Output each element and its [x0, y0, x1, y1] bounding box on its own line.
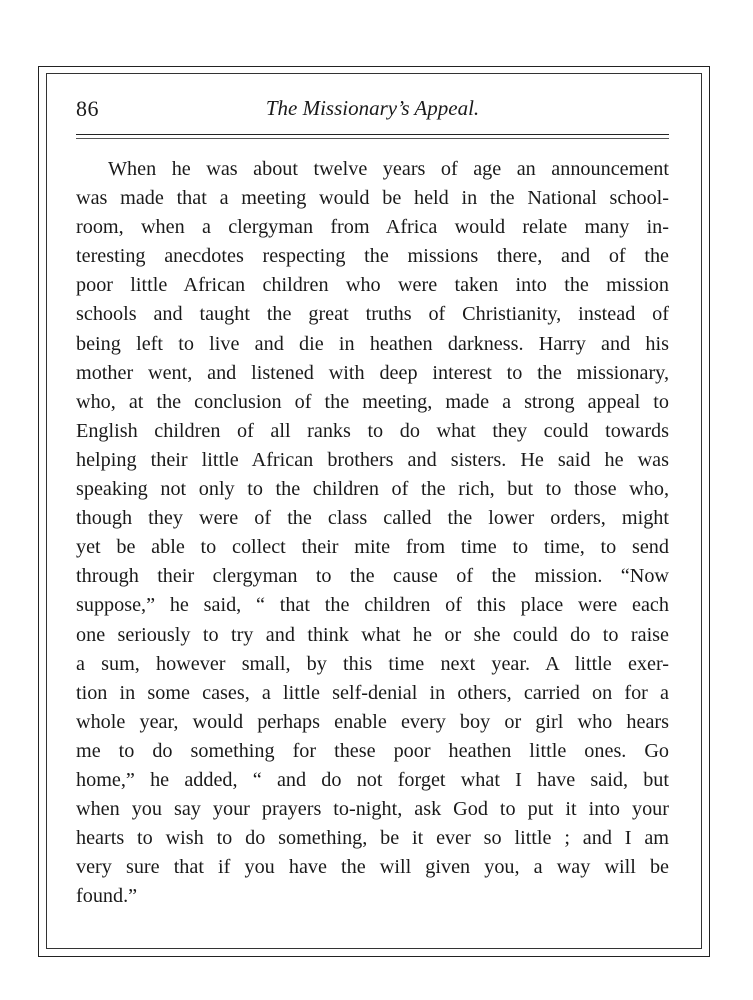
text-line: though they were of the class called the lower orders, might: [76, 507, 669, 530]
running-title: The Missionary’s Appeal.: [265, 96, 480, 120]
text-line: home,” he added, “ and do not forget what I have said, but: [76, 768, 669, 791]
text-line: schools and taught the great truths of Christianity, instead of: [76, 303, 669, 326]
text-line: me to do something for these poor heathen little ones. Go: [76, 739, 669, 762]
text-line: helping their little African brothers and sisters. He said he was: [76, 448, 669, 471]
text-line: English children of all ranks to do what they could towards: [76, 419, 669, 442]
text-line: speaking not only to the children of the rich, but to those who,: [76, 478, 669, 501]
text-line: through their clergyman to the cause of the mission. “Now: [76, 565, 669, 588]
text-line: poor little African children who were taken into the mission: [76, 274, 669, 297]
text-line: who, at the conclusion of the meeting, made a strong appeal to: [76, 390, 669, 413]
text-line: a sum, however small, by this time next year. A little exer-: [76, 652, 669, 675]
text-line: When he was about twelve years of age an announcement: [108, 158, 669, 180]
body-paragraph: [76, 155, 669, 911]
text-line: when you say your prayers to-night, ask God to put it into your: [76, 798, 669, 821]
text-line: found.”: [76, 885, 138, 908]
text-line: mother went, and listened with deep interest to the missionary,: [76, 361, 669, 384]
page-number: 86: [76, 96, 99, 121]
header-rule-secondary: [76, 138, 669, 139]
running-head: [76, 96, 669, 126]
text-line: tion in some cases, a little self-denial in others, carried on for a: [76, 681, 669, 704]
text-line: teresting anecdotes respecting the missions there, and of the: [76, 245, 669, 268]
text-line: very sure that if you have the will given you, a way will be: [76, 856, 669, 879]
text-line: one seriously to try and think what he or she could do to raise: [76, 623, 669, 646]
text-line: whole year, would perhaps enable every boy or girl who hears: [76, 710, 669, 733]
text-line: yet be able to collect their mite from time to time, to send: [76, 536, 669, 559]
text-line: being left to live and die in heathen darkness. Harry and his: [76, 332, 669, 355]
text-line: room, when a clergyman from Africa would relate many in-: [76, 216, 669, 239]
header-rule: [76, 134, 669, 135]
text-line: was made that a meeting would be held in the National school-: [76, 187, 669, 210]
text-line: hearts to wish to do something, be it ever so little ; and I am: [76, 827, 669, 850]
text-line: suppose,” he said, “ that the children of this place were each: [76, 594, 669, 617]
